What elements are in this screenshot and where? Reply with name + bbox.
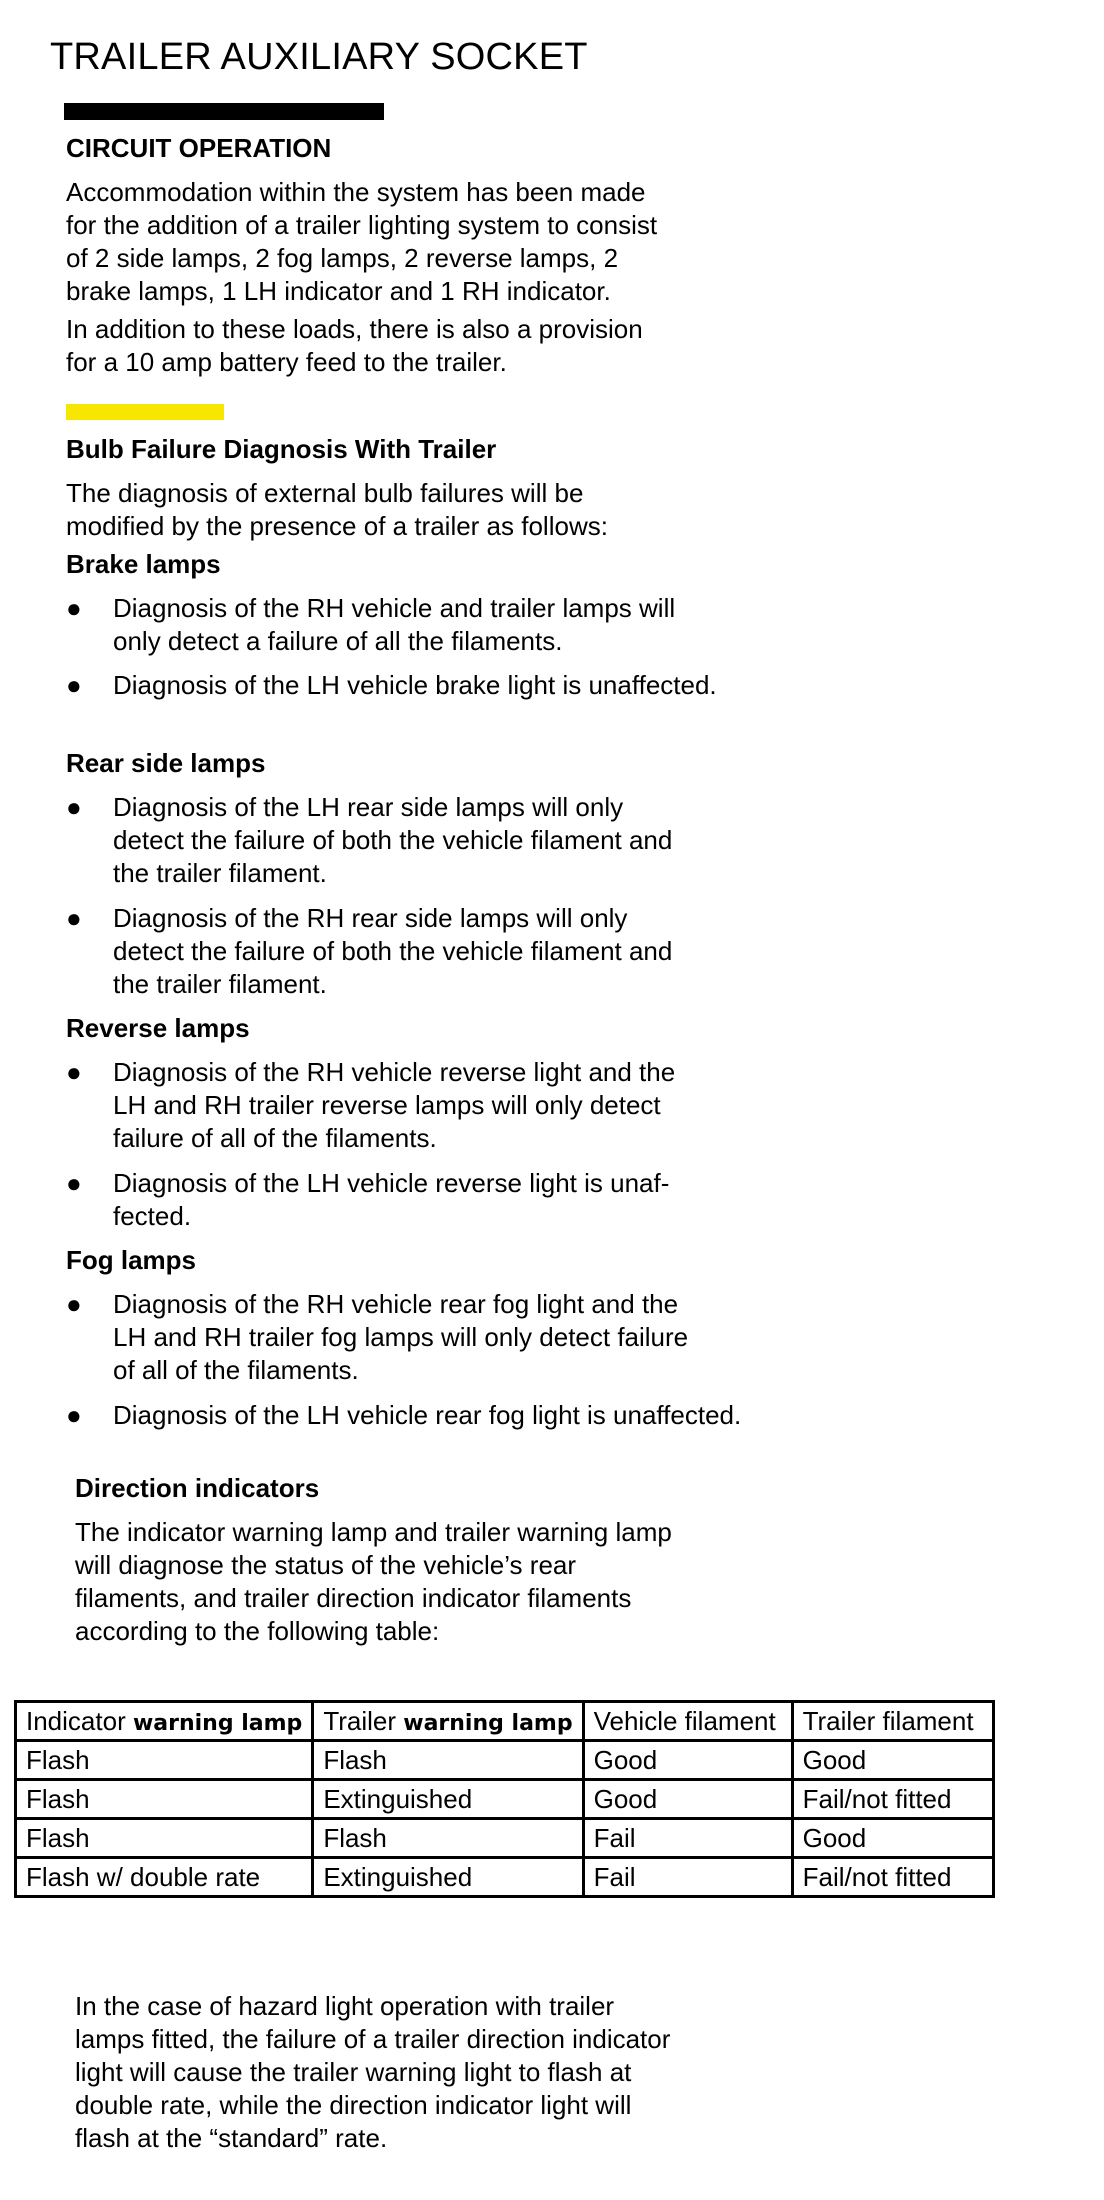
table-cell: Good bbox=[583, 1780, 792, 1819]
reverse-lamps-heading: Reverse lamps bbox=[66, 1013, 250, 1043]
list-item-text: Diagnosis of the LH vehicle brake light is unaffected. bbox=[113, 670, 717, 700]
fog-lamps-heading: Fog lamps bbox=[66, 1245, 197, 1275]
bullet-icon: ● bbox=[66, 903, 82, 933]
table-cell: Fail bbox=[583, 1819, 792, 1858]
header-text: Trailer bbox=[323, 1705, 404, 1736]
table-header-cell bbox=[792, 1702, 993, 1741]
direction-indicators-heading: Direction indicators bbox=[75, 1473, 320, 1503]
circuit-operation-paragraph-2: In addition to these loads, there is also a provision for a 10 amp battery feed to the trailer. bbox=[66, 314, 643, 377]
bulb-failure-heading: Bulb Failure Diagnosis With Trailer bbox=[66, 434, 497, 464]
table-row bbox=[16, 1741, 994, 1780]
bullet-icon: ● bbox=[66, 593, 82, 623]
page-title: TRAILER AUXILIARY SOCKET bbox=[50, 36, 588, 78]
bullet-icon: ● bbox=[66, 1057, 82, 1087]
table-cell: Good bbox=[792, 1741, 993, 1780]
table-cell: Good bbox=[583, 1741, 792, 1780]
list-item-text: Diagnosis of the RH vehicle rear fog light and the LH and RH trailer fog lamps will only detect failure of all of the filaments. bbox=[113, 1289, 689, 1385]
table-cell: Extinguished bbox=[313, 1780, 583, 1819]
indicator-status-table bbox=[14, 1700, 995, 1898]
table-cell: Fail/not fitted bbox=[792, 1780, 993, 1819]
header-text: Vehicle filament bbox=[593, 1705, 776, 1736]
section-rule-black bbox=[64, 103, 384, 120]
bulb-failure-intro: The diagnosis of external bulb failures will be modified by the presence of a trailer as follows: bbox=[66, 478, 608, 541]
list-item-text: Diagnosis of the LH rear side lamps will only detect the failure of both the vehicle filament and the trailer filament. bbox=[113, 792, 673, 888]
table-row bbox=[16, 1780, 994, 1819]
table-cell: Flash w/ double rate bbox=[16, 1858, 313, 1897]
list-item-text: Diagnosis of the RH vehicle and trailer lamps will only detect a failure of all the filaments. bbox=[113, 593, 676, 656]
table-cell: Flash bbox=[16, 1819, 313, 1858]
table-cell: Flash bbox=[313, 1819, 583, 1858]
circuit-operation-paragraph-1: Accommodation within the system has been made for the addition of a trailer lighting system to consist of 2 side lamps, 2 fog lamps, 2 reverse lamps, 2 brake lamps, 1 LH indicator and 1 RH indicator. bbox=[66, 177, 658, 306]
header-text-bold: warning lamp bbox=[132, 1710, 303, 1736]
list-item-text: Diagnosis of the RH rear side lamps will only detect the failure of both the vehicle filament and the trailer filament. bbox=[113, 903, 673, 999]
table-header-cell bbox=[313, 1702, 583, 1741]
table-header-cell bbox=[16, 1702, 313, 1741]
table-cell: Extinguished bbox=[313, 1858, 583, 1897]
table-row bbox=[16, 1819, 994, 1858]
bullet-icon: ● bbox=[66, 792, 82, 822]
bullet-icon: ● bbox=[66, 1168, 82, 1198]
table-cell: Flash bbox=[16, 1780, 313, 1819]
hazard-light-note: In the case of hazard light operation with trailer lamps fitted, the failure of a trailer direction indicator light will cause the trailer warning light to flash at double rate, while the direction indicator light will flash at the “standard” rate. bbox=[75, 1991, 671, 2153]
bullet-icon: ● bbox=[66, 670, 82, 700]
header-text-bold: warning lamp bbox=[403, 1710, 573, 1736]
list-item-text: Diagnosis of the LH vehicle reverse light is unaf- fected. bbox=[113, 1168, 670, 1231]
table-header-row bbox=[16, 1702, 994, 1741]
list-item-text: Diagnosis of the LH vehicle rear fog light is unaffected. bbox=[113, 1400, 742, 1430]
bullet-icon: ● bbox=[66, 1289, 82, 1319]
header-text: Trailer filament bbox=[802, 1705, 974, 1736]
table-cell: Flash bbox=[313, 1741, 583, 1780]
table-cell: Flash bbox=[16, 1741, 313, 1780]
table-cell: Good bbox=[792, 1819, 993, 1858]
list-item-text: Diagnosis of the RH vehicle reverse light and the LH and RH trailer reverse lamps will only detect failure of all of the filaments. bbox=[113, 1057, 676, 1153]
table-header-cell bbox=[583, 1702, 792, 1741]
bullet-icon: ● bbox=[66, 1400, 82, 1430]
circuit-operation-heading: CIRCUIT OPERATION bbox=[66, 133, 332, 163]
section-rule-yellow bbox=[66, 404, 224, 420]
brake-lamps-heading: Brake lamps bbox=[66, 549, 221, 579]
table-cell: Fail bbox=[583, 1858, 792, 1897]
rear-side-lamps-heading: Rear side lamps bbox=[66, 748, 266, 778]
table-row bbox=[16, 1858, 994, 1897]
table-cell: Fail/not fitted bbox=[792, 1858, 993, 1897]
direction-indicators-intro: The indicator warning lamp and trailer warning lamp will diagnose the status of the vehicle’s rear filaments, and trailer direction indicator filaments according to the following table: bbox=[75, 1517, 672, 1646]
header-text: Indicator bbox=[26, 1705, 133, 1736]
